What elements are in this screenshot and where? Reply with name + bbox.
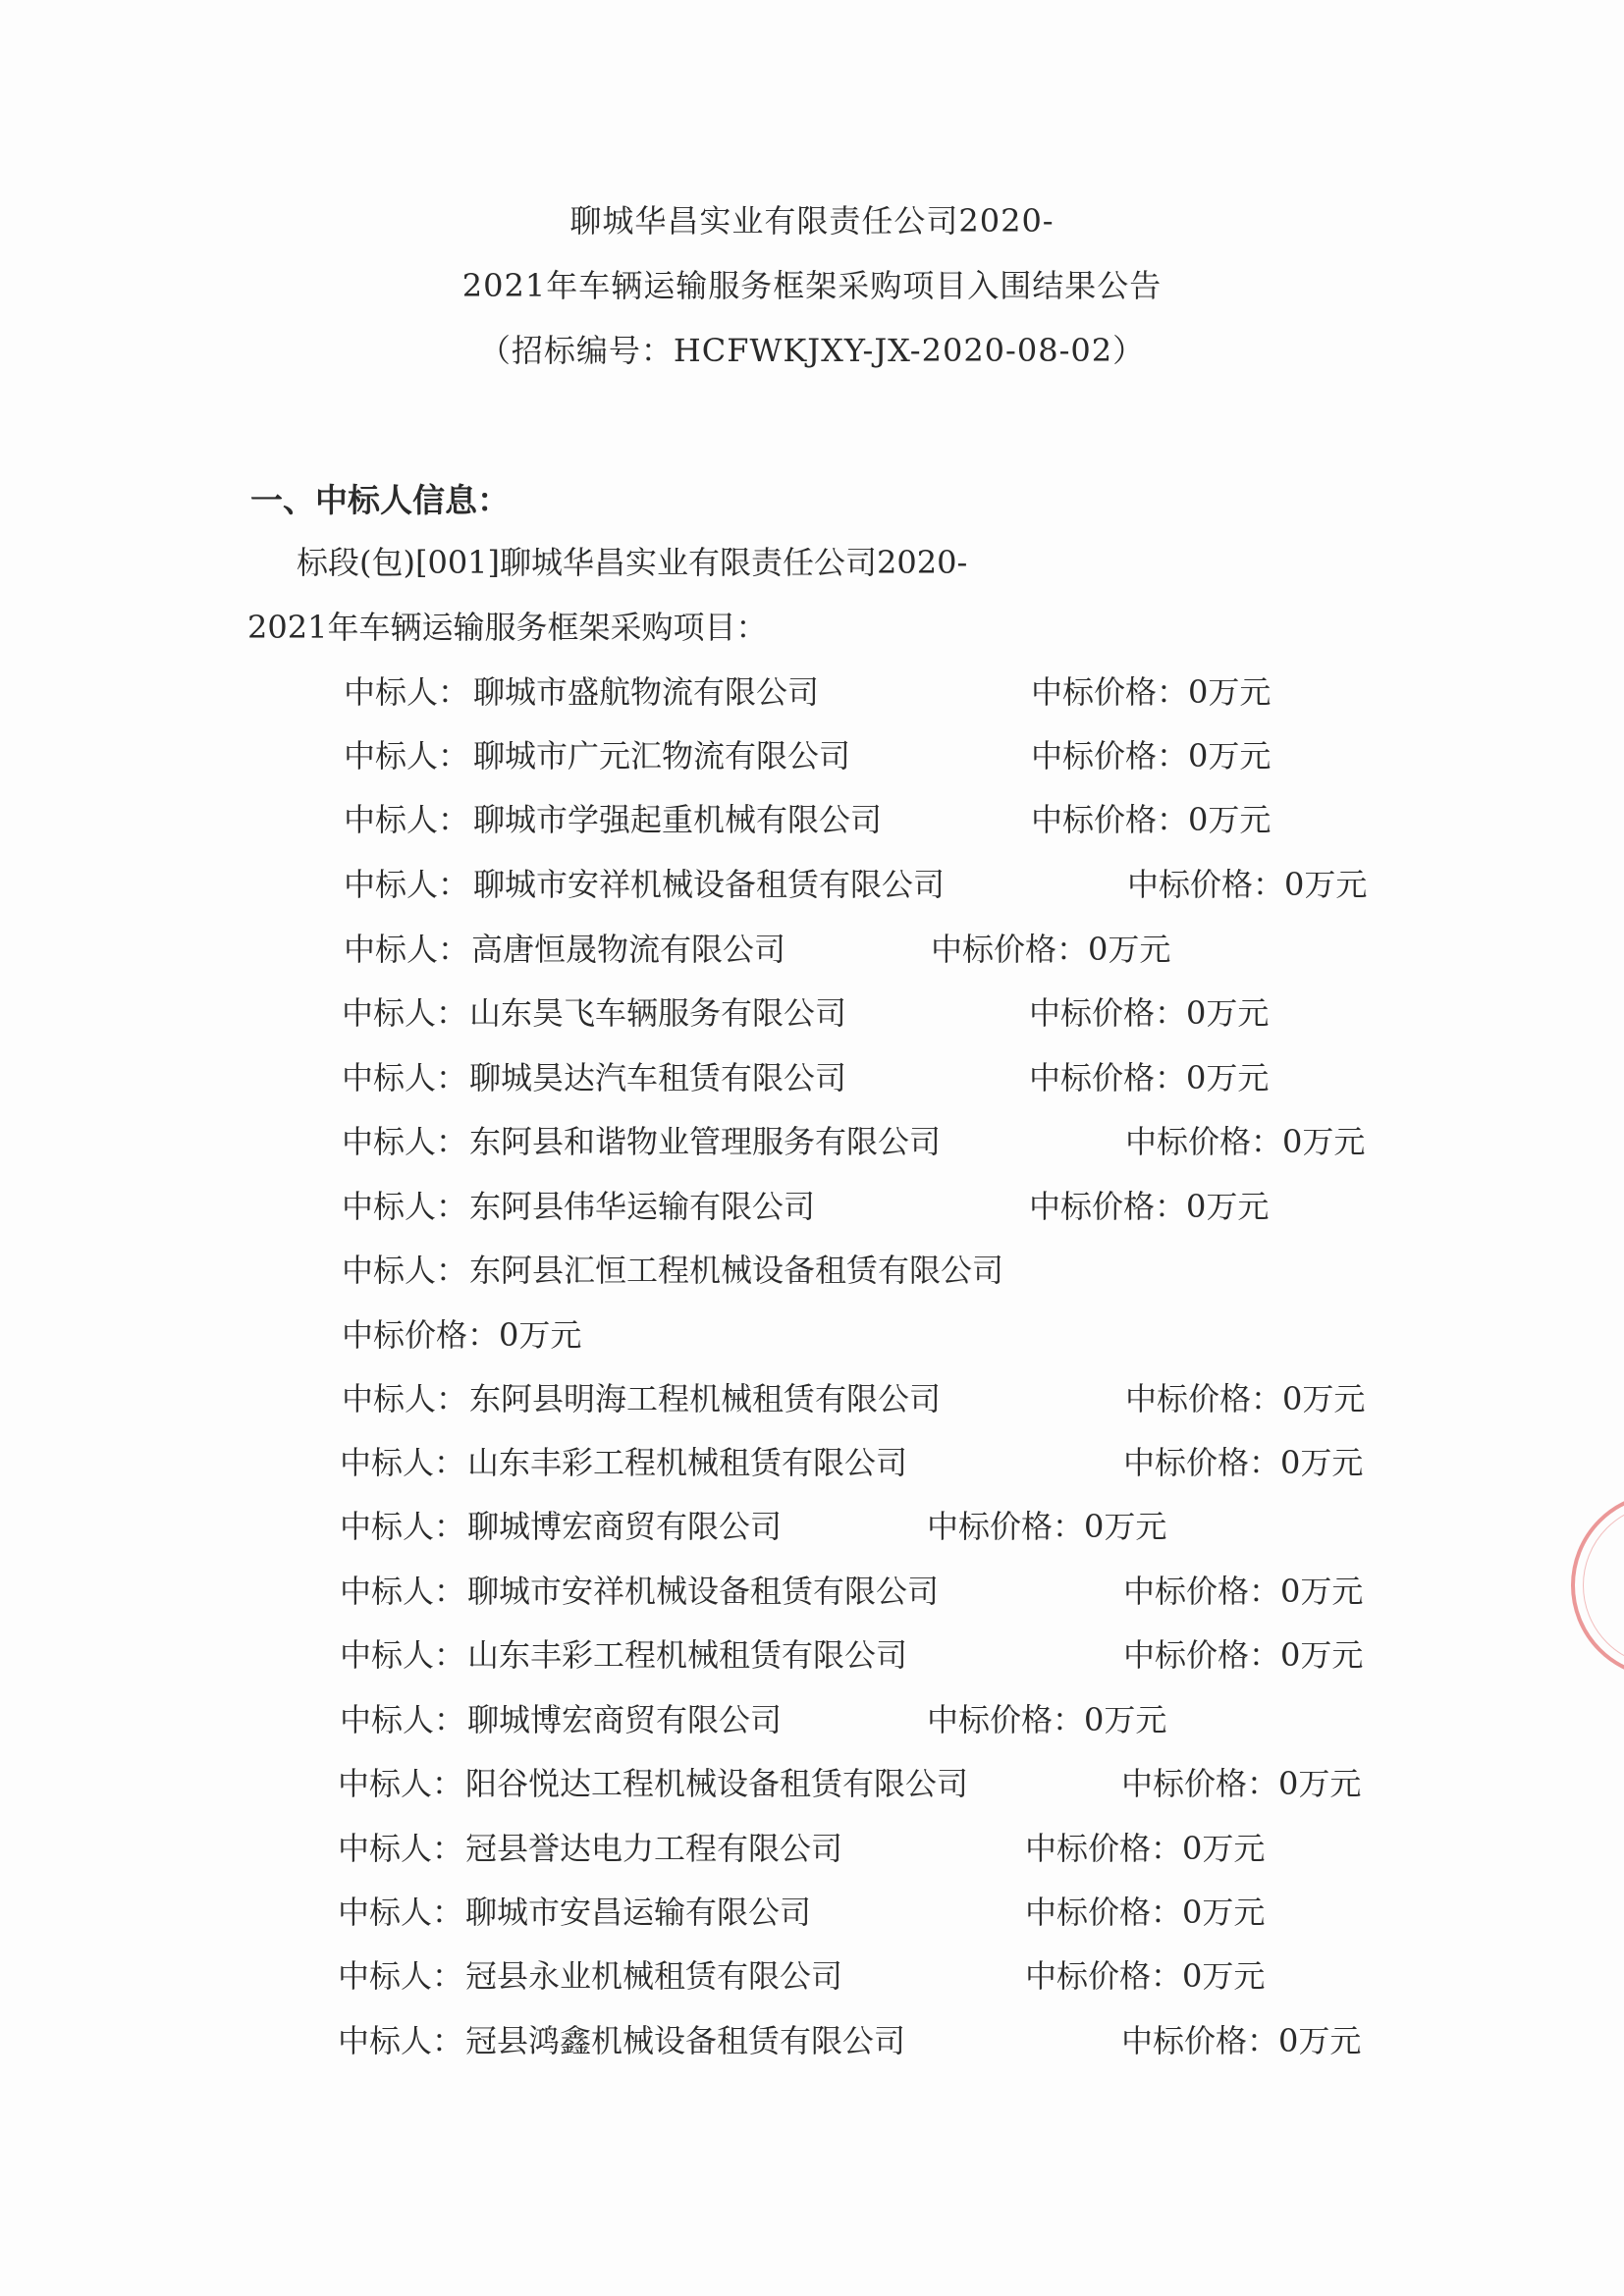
winner-name: 山东昊飞车辆服务有限公司 xyxy=(469,994,847,1032)
winner-price: 中标价格：0万元 xyxy=(1025,1830,1266,1867)
winner-label: 中标人： xyxy=(340,1444,466,1481)
title-tender-number: （招标编号：HCFWKJXY-JX-2020-08-02） xyxy=(478,332,1146,369)
winner-price: 中标价格：0万元 xyxy=(1121,1765,1362,1802)
winner-price: 中标价格：0万元 xyxy=(1123,1573,1364,1610)
winner-price: 中标价格：0万元 xyxy=(1031,673,1272,711)
winner-name: 聊城市广元汇物流有限公司 xyxy=(473,737,851,774)
winner-price: 中标价格：0万元 xyxy=(927,1508,1167,1545)
winner-price: 中标价格：0万元 xyxy=(1121,2022,1362,2059)
winner-name: 东阿县伟华运输有限公司 xyxy=(469,1188,816,1225)
winner-name: 东阿县汇恒工程机械设备租赁有限公司 xyxy=(469,1252,1004,1289)
winner-price: 中标价格：0万元 xyxy=(1127,866,1368,903)
winner-price: 中标价格：0万元 xyxy=(931,931,1171,968)
winner-name: 聊城博宏商贸有限公司 xyxy=(467,1701,783,1738)
winner-label: 中标人： xyxy=(338,2022,464,2059)
winner-label: 中标人： xyxy=(342,994,468,1032)
winner-name: 冠县鸿鑫机械设备租赁有限公司 xyxy=(465,2022,906,2059)
title-line-2: 2021年车辆运输服务框架采购项目入围结果公告 xyxy=(461,267,1163,304)
winner-label: 中标人： xyxy=(342,1188,468,1225)
winner-name: 山东丰彩工程机械租赁有限公司 xyxy=(467,1636,908,1674)
winner-label: 中标人： xyxy=(340,1508,466,1545)
section-intro-line-1: 标段(包)[001]聊城华昌实业有限责任公司2020- xyxy=(297,544,968,581)
section-intro-line-2: 2021年车辆运输服务框架采购项目： xyxy=(247,609,768,646)
winner-label: 中标人： xyxy=(344,931,470,968)
winner-price: 中标价格：0万元 xyxy=(1025,1957,1266,1995)
winner-price: 中标价格：0万元 xyxy=(1025,1894,1266,1931)
winner-price: 中标价格：0万元 xyxy=(1029,1188,1270,1225)
winner-label: 中标人： xyxy=(342,1123,468,1160)
winner-price: 中标价格：0万元 xyxy=(1031,801,1272,838)
section-heading: 一、中标人信息： xyxy=(250,481,510,519)
winner-label: 中标人： xyxy=(342,1252,468,1289)
title-line-1: 聊城华昌实业有限责任公司2020- xyxy=(569,202,1055,240)
winner-label: 中标人： xyxy=(342,1380,468,1417)
winner-name: 东阿县和谐物业管理服务有限公司 xyxy=(469,1123,942,1160)
winner-name: 聊城博宏商贸有限公司 xyxy=(467,1508,783,1545)
winner-name: 聊城市学强起重机械有限公司 xyxy=(473,801,883,838)
winner-label: 中标人： xyxy=(338,1765,464,1802)
winner-price: 中标价格：0万元 xyxy=(1123,1444,1364,1481)
winner-name: 聊城市盛航物流有限公司 xyxy=(473,673,820,711)
winner-price: 中标价格：0万元 xyxy=(1029,1059,1270,1096)
winner-price: 中标价格：0万元 xyxy=(1031,737,1272,774)
winner-price: 中标价格：0万元 xyxy=(1029,994,1270,1032)
winner-label: 中标人： xyxy=(344,866,470,903)
winner-name: 聊城昊达汽车租赁有限公司 xyxy=(469,1059,847,1096)
winner-label: 中标人： xyxy=(340,1573,466,1610)
winner-price: 中标价格：0万元 xyxy=(927,1701,1167,1738)
winner-name: 冠县永业机械租赁有限公司 xyxy=(465,1957,843,1995)
winner-label: 中标人： xyxy=(344,801,470,838)
winner-name: 东阿县明海工程机械租赁有限公司 xyxy=(469,1380,942,1417)
winner-name: 冠县誉达电力工程有限公司 xyxy=(465,1830,843,1867)
winner-label: 中标人： xyxy=(342,1059,468,1096)
winner-name: 山东丰彩工程机械租赁有限公司 xyxy=(467,1444,908,1481)
winner-label: 中标人： xyxy=(338,1957,464,1995)
winner-price: 中标价格：0万元 xyxy=(1125,1123,1366,1160)
winner-name: 聊城市安昌运输有限公司 xyxy=(465,1894,812,1931)
winner-name: 阳谷悦达工程机械设备租赁有限公司 xyxy=(465,1765,969,1802)
winner-name: 聊城市安祥机械设备租赁有限公司 xyxy=(467,1573,940,1610)
winner-price: 中标价格：0万元 xyxy=(342,1316,582,1354)
winner-name: 高唐恒晟物流有限公司 xyxy=(471,931,786,968)
winner-label: 中标人： xyxy=(338,1830,464,1867)
winner-name: 聊城市安祥机械设备租赁有限公司 xyxy=(473,866,946,903)
winner-price: 中标价格：0万元 xyxy=(1125,1380,1366,1417)
winner-label: 中标人： xyxy=(338,1894,464,1931)
winner-label: 中标人： xyxy=(340,1701,466,1738)
winner-label: 中标人： xyxy=(340,1636,466,1674)
winner-label: 中标人： xyxy=(344,737,470,774)
winner-price: 中标价格：0万元 xyxy=(1123,1636,1364,1674)
winner-label: 中标人： xyxy=(344,673,470,711)
